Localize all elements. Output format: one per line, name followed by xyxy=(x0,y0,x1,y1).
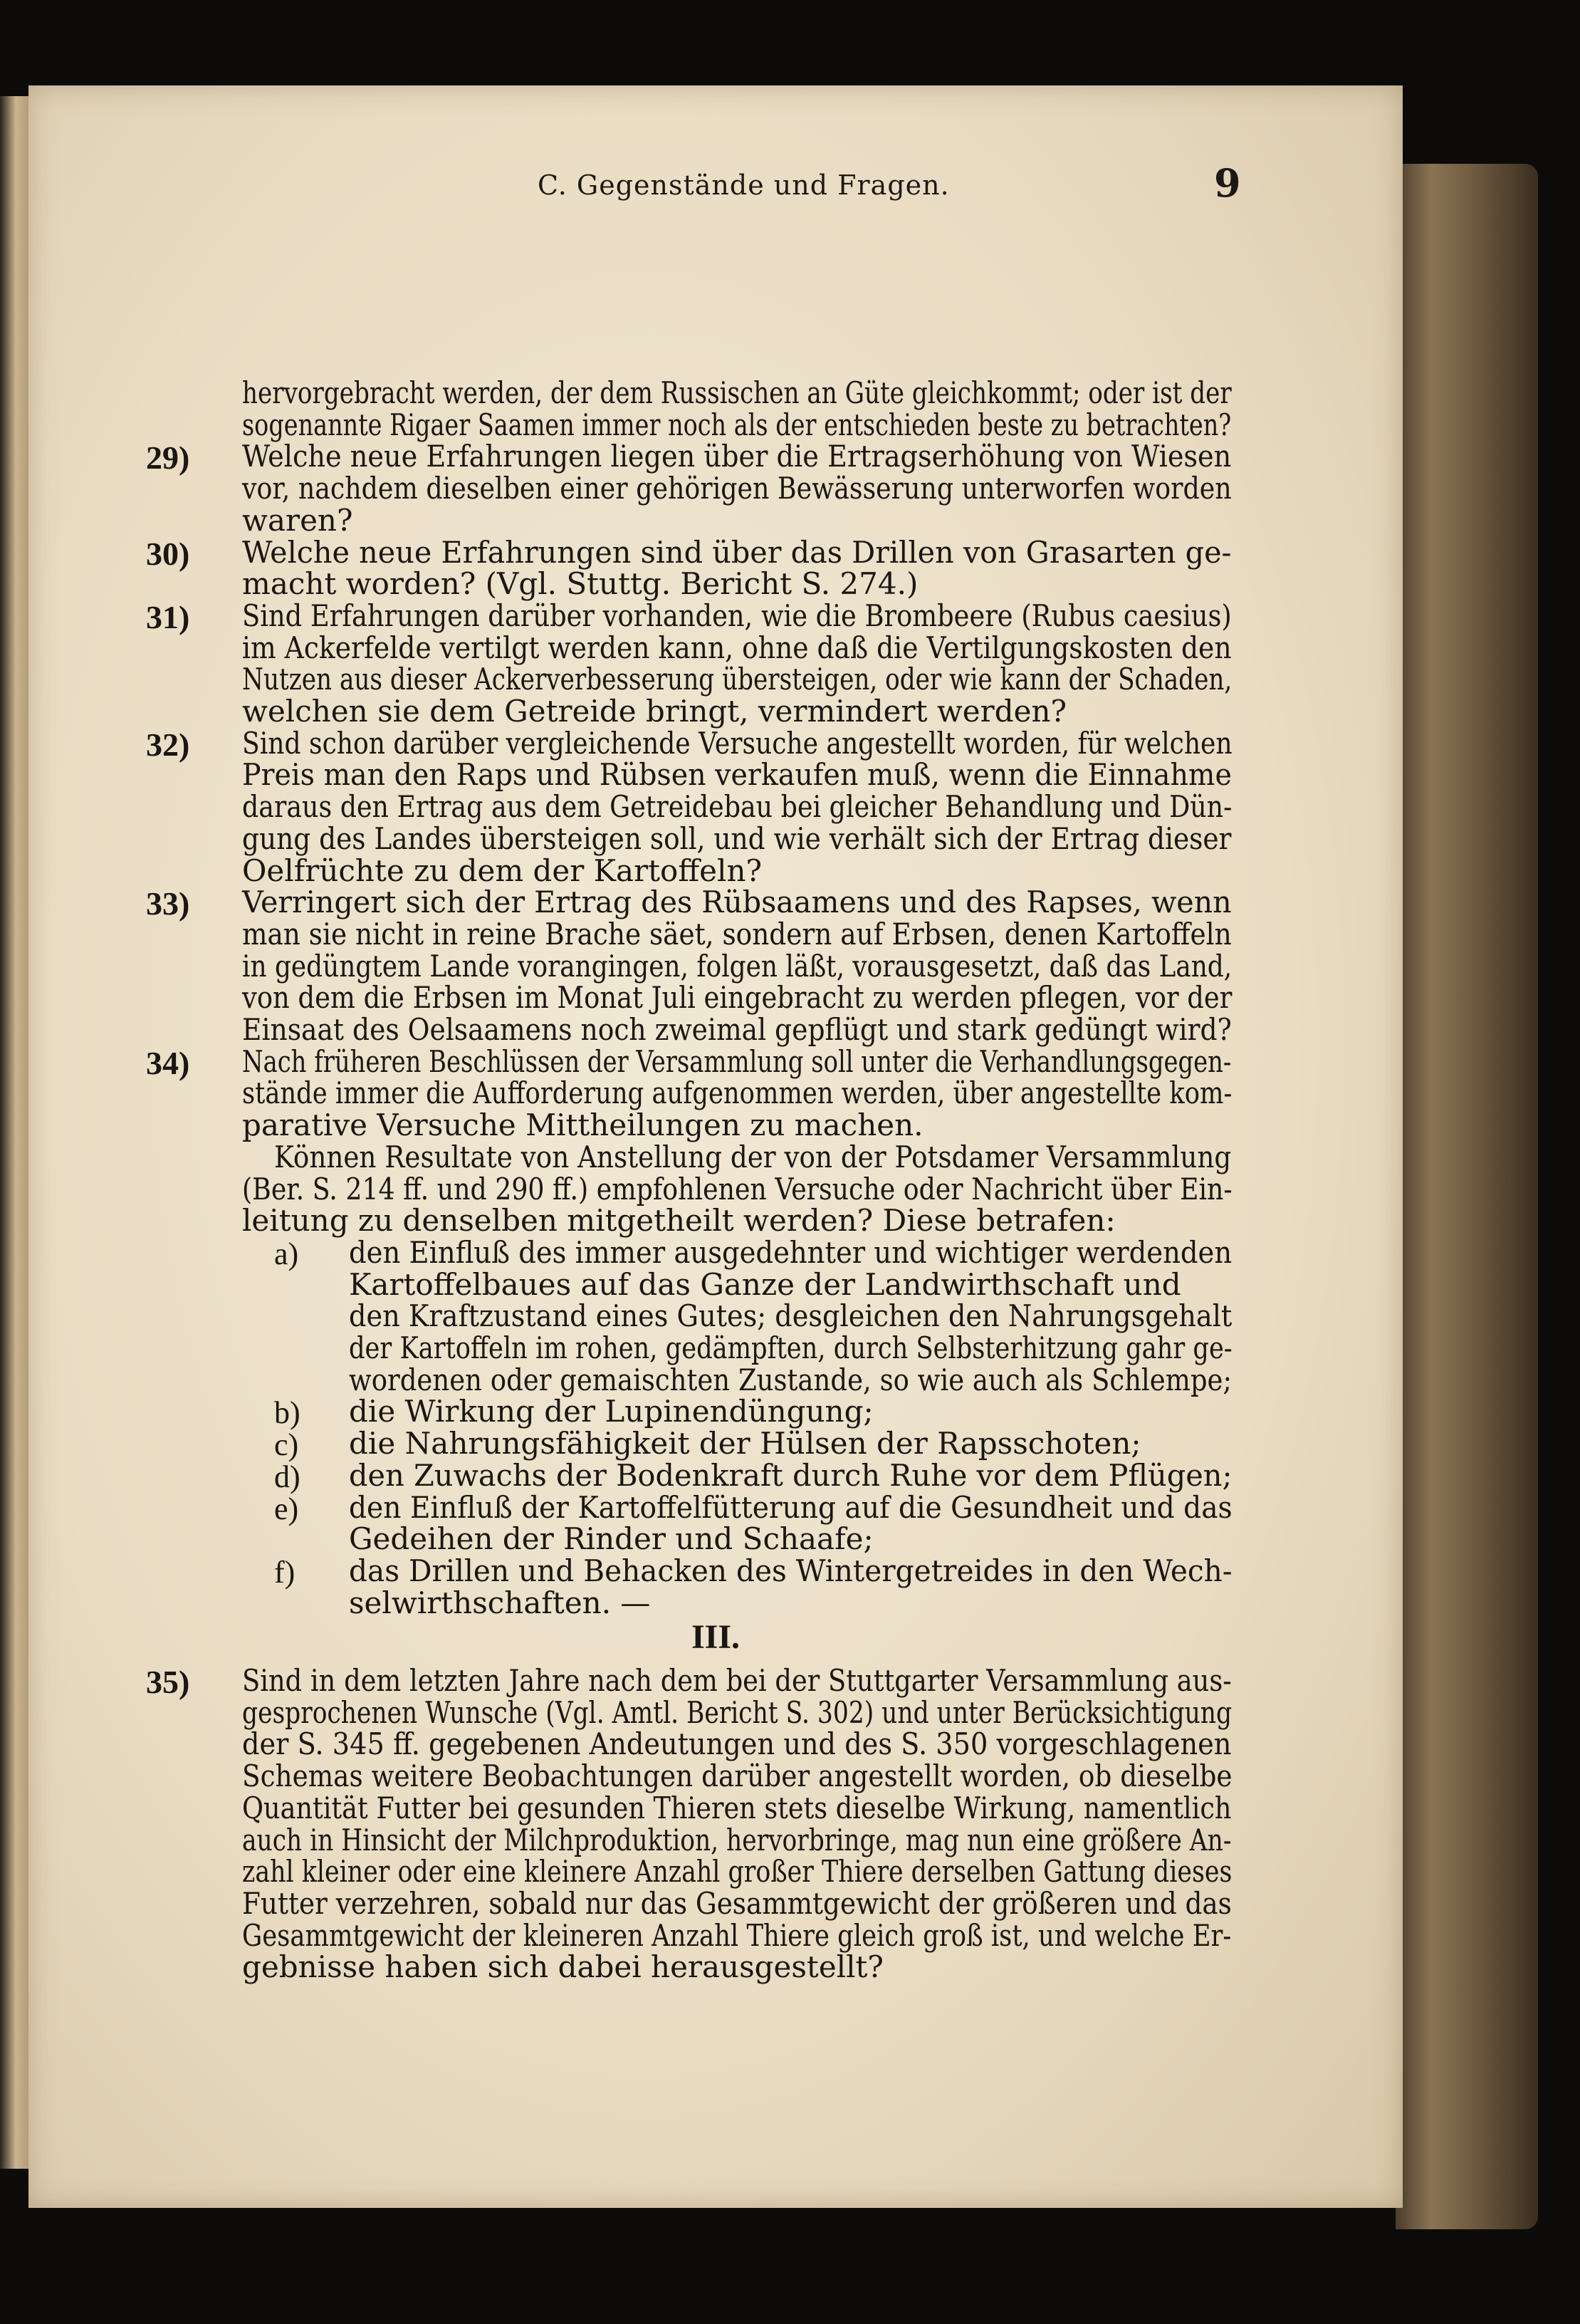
text-line: zahl kleiner oder eine kleinere Anzahl großer Thiere derselben Gattung dieses xyxy=(242,1854,1233,1890)
text-line: Nutzen aus dieser Ackerverbesserung übersteigen, oder wie kann der Schaden, xyxy=(242,662,1233,697)
text-line: Nach früheren Beschlüssen der Versammlung soll unter die Verhandlungsgegen- xyxy=(242,1043,1232,1079)
question-number: 35) xyxy=(146,1664,190,1700)
text-line: auch in Hinsicht der Milchproduktion, hervorbringe, mag nun eine größere An- xyxy=(242,1822,1232,1857)
facing-page-edge xyxy=(0,96,28,2169)
item-letter: f) xyxy=(274,1554,295,1590)
page-number: 9 xyxy=(1214,160,1241,206)
text-line: welchen sie dem Getreide bringt, vermindert werden? xyxy=(242,694,1067,729)
text-line: der S. 345 ff. gegebenen Andeutungen und des S. 350 vorgeschlagenen xyxy=(242,1726,1232,1762)
text-line: von dem die Erbsen im Monat Juli eingebracht zu werden pflegen, vor der xyxy=(242,980,1233,1016)
text-line: selwirthschaften. — xyxy=(349,1585,651,1620)
text-line: Gedeihen der Rinder und Schaafe; xyxy=(349,1521,874,1557)
text-line: vor, nachdem dieselben einer gehörigen Bewässerung unterworfen worden xyxy=(242,471,1232,506)
running-head: C. Gegenstände und Fragen. xyxy=(538,170,950,201)
text-line: wordenen oder gemaischten Zustande, so wie auch als Schlempe; xyxy=(349,1362,1232,1397)
text-line: in gedüngtem Lande vorangingen, folgen läßt, vorausgesetzt, daß das Land, xyxy=(242,948,1233,984)
item-letter: a) xyxy=(274,1236,299,1271)
item-letter: e) xyxy=(274,1491,299,1526)
text-line: gung des Landes übersteigen soll, und wie verhält sich der Ertrag dieser xyxy=(242,820,1232,856)
text-line: Welche neue Erfahrungen sind über das Drillen von Grasarten ge- xyxy=(242,534,1232,570)
text-line: Sind Erfahrungen darüber vorhanden, wie die Brombeere (Rubus caesius) xyxy=(242,598,1232,633)
item-letter: d) xyxy=(274,1459,300,1494)
text-line: waren? xyxy=(242,502,353,538)
text-line: Können Resultate von Anstellung der von der Potsdamer Versammlung xyxy=(274,1139,1232,1174)
text-line: Gesammtgewicht der kleineren Anzahl Thiere gleich groß ist, und welche Er- xyxy=(242,1917,1232,1953)
text-line: stände immer die Aufforderung aufgenommen werden, über angestellte kom- xyxy=(242,1075,1233,1111)
text-line: daraus den Ertrag aus dem Getreidebau bei gleicher Behandlung und Dün- xyxy=(242,789,1233,825)
text-line: den Kraftzustand eines Gutes; desgleichen den Nahrungsgehalt xyxy=(349,1298,1233,1334)
item-letter: c) xyxy=(274,1427,299,1463)
question-number: 31) xyxy=(146,598,190,635)
text-line: die Wirkung der Lupinendüngung; xyxy=(349,1394,874,1429)
text-line: Sind schon darüber vergleichende Versuche angestellt worden, für welchen xyxy=(242,725,1233,761)
text-line: (Ber. S. 214 ff. und 290 ff.) empfohlenen Versuche oder Nachricht über Ein- xyxy=(242,1171,1233,1207)
text-line: macht worden? (Vgl. Stuttg. Bericht S. 274.) xyxy=(242,566,919,602)
text-line: hervorgebracht werden, der dem Russischen an Güte gleichkommt; oder ist der xyxy=(242,375,1232,410)
text-line: Kartoffelbaues auf das Ganze der Landwirthschaft und xyxy=(349,1266,1181,1302)
question-number: 30) xyxy=(146,535,190,572)
item-letter: b) xyxy=(274,1395,300,1431)
text-line: im Ackerfelde vertilgt werden kann, ohne daß die Vertilgungskosten den xyxy=(242,630,1232,665)
section-heading: III. xyxy=(691,1618,741,1657)
text-line: Quantität Futter bei gesunden Thieren stets dieselbe Wirkung, namentlich xyxy=(242,1790,1232,1825)
text-line: Einsaat des Oelsaamens noch zweimal gepflügt und stark gedüngt wird? xyxy=(242,1012,1232,1047)
text-line: Futter verzehren, sobald nur das Gesammtgewicht der größeren und das xyxy=(242,1885,1232,1921)
text-line: sogenannte Rigaer Saamen immer noch als der entschieden beste zu betrachten? xyxy=(242,407,1232,442)
text-line: parative Versuche Mittheilungen zu machen. xyxy=(242,1108,924,1143)
text-line: Welche neue Erfahrungen liegen über die Ertragserhöhung von Wiesen xyxy=(242,439,1232,474)
book-edge xyxy=(1396,164,1538,2229)
text-line: den Einfluß des immer ausgedehnter und wichtiger werdenden xyxy=(349,1234,1233,1270)
text-line: leitung zu denselben mitgetheilt werden? Diese betrafen: xyxy=(242,1203,1116,1239)
book-page xyxy=(28,85,1403,2208)
question-number: 32) xyxy=(146,726,190,763)
text-line: den Zuwachs der Bodenkraft durch Ruhe vor dem Pflügen; xyxy=(349,1457,1233,1493)
text-line: gesprochenen Wunsche (Vgl. Amtl. Bericht S. 302) und unter Berücksichtigung xyxy=(242,1694,1233,1730)
text-line: Sind in dem letzten Jahre nach dem bei der Stuttgarter Versammlung aus- xyxy=(242,1663,1232,1698)
text-line: Preis man den Raps und Rübsen verkaufen muß, wenn die Einnahme xyxy=(242,757,1232,793)
text-line: gebnisse haben sich dabei herausgestellt? xyxy=(242,1949,884,1985)
text-line: Schemas weitere Beobachtungen darüber angestellt worden, ob dieselbe xyxy=(242,1758,1233,1794)
text-line: Oelfrüchte zu dem der Kartoffeln? xyxy=(242,853,763,888)
question-number: 29) xyxy=(146,439,190,476)
text-line: Verringert sich der Ertrag des Rübsaamens und des Rapses, wenn xyxy=(242,885,1232,920)
text-line: den Einfluß der Kartoffelfütterung auf die Gesundheit und das xyxy=(349,1489,1233,1525)
text-line: der Kartoffeln im rohen, gedämpften, durch Selbsterhitzung gahr ge- xyxy=(349,1330,1233,1365)
text-line: das Drillen und Behacken des Wintergetreides in den Wech- xyxy=(349,1553,1233,1588)
text-line: man sie nicht in reine Brache säet, sondern auf Erbsen, denen Kartoffeln xyxy=(242,916,1232,952)
question-number: 33) xyxy=(146,885,190,922)
question-number: 34) xyxy=(146,1044,190,1081)
text-line: die Nahrungsfähigkeit der Hülsen der Rapsschoten; xyxy=(349,1426,1141,1461)
